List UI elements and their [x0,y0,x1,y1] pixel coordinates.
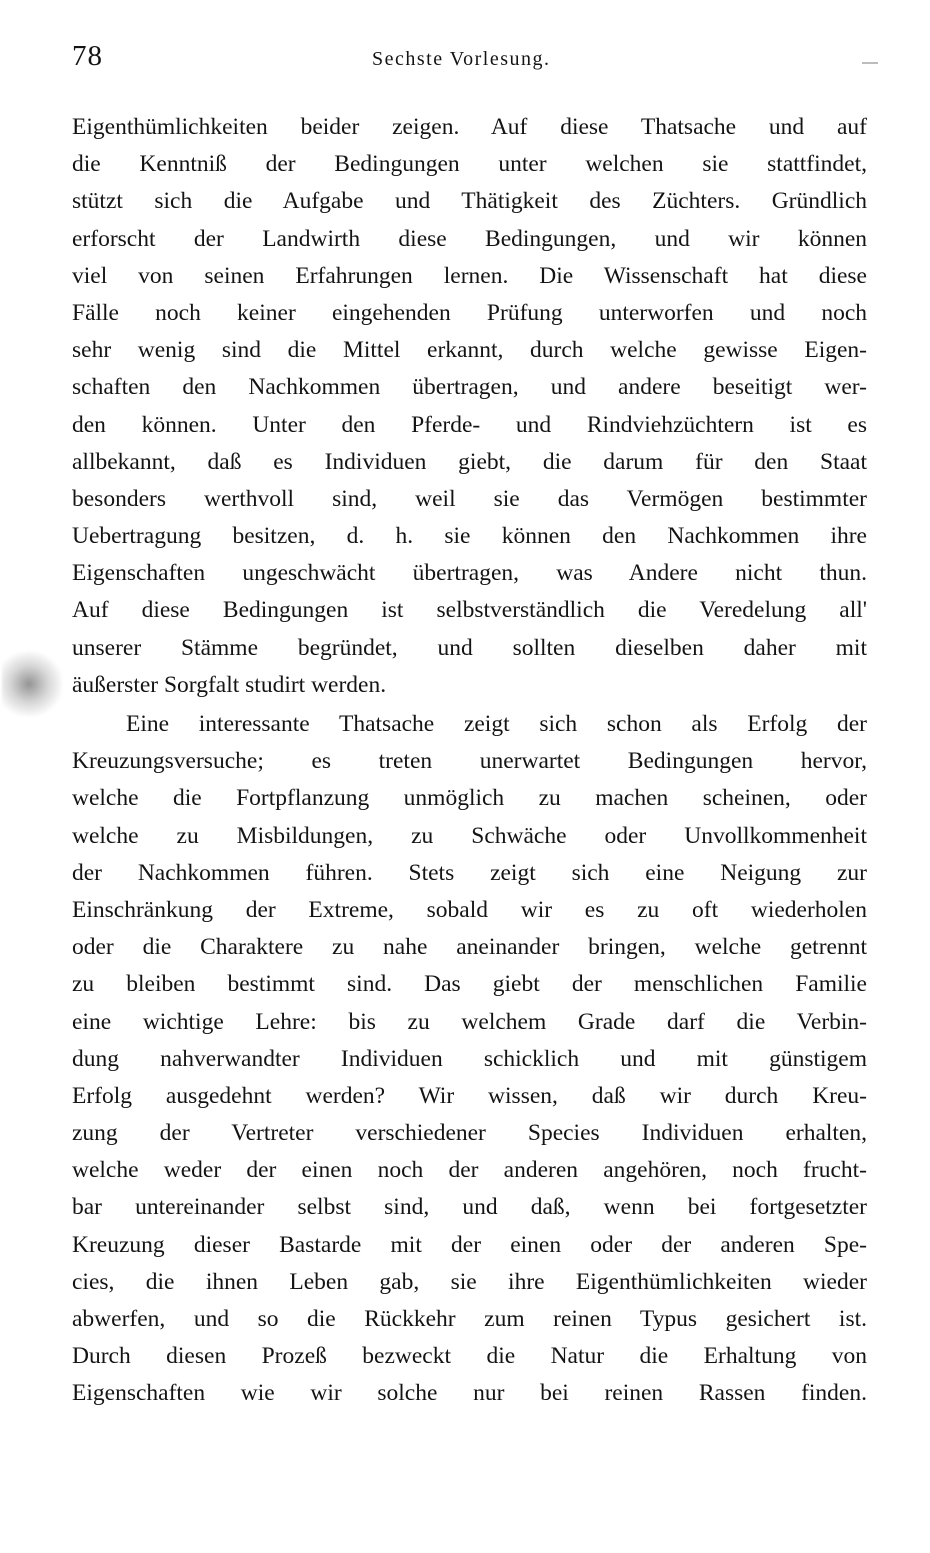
text-line: stützt sich die Aufgabe und Thätigkeit des Züchters. Gründlich [72,188,867,215]
text-line: Kreuzung dieser Bastarde mit der einen oder der anderen Spe- [72,1231,867,1258]
text-line: allbekannt, daß es Individuen giebt, die darum für den Staat [72,448,867,475]
text-line: Eigenschaften ungeschwächt übertragen, was Andere nicht thun. [72,560,867,587]
text-line: zu bleiben bestimmt sind. Das giebt der menschlichen Familie [72,971,867,998]
text-line: Auf diese Bedingungen ist selbstverständlich die Veredelung all' [72,597,867,624]
text-line: unserer Stämme begründet, und sollten dieselben daher mit [72,634,867,661]
body-text [72,109,867,1413]
text-line: den können. Unter den Pferde- und Rindviehzüchtern ist es [72,411,867,438]
paragraph-end-line: äußerster Sorgfalt studirt werden. [72,671,387,698]
text-line: abwerfen, und so die Rückkehr zum reinen Typus gesichert ist. [72,1306,867,1332]
text-line: Fälle noch keiner eingehenden Prüfung unterworfen und noch [72,299,867,326]
text-line: der Nachkommen führen. Stets zeigt sich eine Neigung zur [72,859,867,886]
text-line: Eigenschaften wie wir solche nur bei reinen Rassen finden. [72,1380,867,1407]
text-line: besonders werthvoll sind, weil sie das Vermögen bestimmter [72,485,867,512]
text-line: sehr wenig sind die Mittel erkannt, durch welche gewisse Eigen- [72,337,867,364]
text-line: dung nahverwandter Individuen schicklich und mit günstigem [72,1045,867,1072]
text-line: Kreuzungsversuche; es treten unerwartet Bedingungen hervor, [72,748,867,775]
text-line: die Kenntniß der Bedingungen unter welchen sie stattfindet, [72,151,867,178]
page-header [72,40,872,80]
text-line: Eigenthümlichkeiten beider zeigen. Auf diese Thatsache und auf [72,114,867,140]
text-line: zung der Vertreter verschiedener Species Individuen erhalten, [72,1120,867,1147]
text-line: erforscht der Landwirth diese Bedingungen, und wir können [72,225,867,252]
text-line: Uebertragung besitzen, d. h. sie können den Nachkommen ihre [72,523,867,550]
text-line: cies, die ihnen Leben gab, sie ihre Eigenthümlichkeiten wieder [72,1268,867,1295]
paragraph-start-line: Eine interessante Thatsache zeigt sich schon als Erfolg der [126,711,867,737]
text-line: welche die Fortpflanzung unmöglich zu machen scheinen, oder [72,785,867,812]
text-line: viel von seinen Erfahrungen lernen. Die Wissenschaft hat diese [72,262,867,289]
text-line: Erfolg ausgedehnt werden? Wir wissen, daß wir durch Kreu- [72,1082,867,1109]
scan-smudge [2,652,62,716]
text-line: welche zu Misbildungen, zu Schwäche oder Unvollkommenheit [72,822,867,849]
text-line: schaften den Nachkommen übertragen, und andere beseitigt wer- [72,374,867,401]
text-line: Einschränkung der Extreme, sobald wir es zu oft wiederholen [72,896,867,923]
text-line: welche weder der einen noch der anderen angehören, noch frucht- [72,1157,867,1184]
page-number: 78 [72,40,103,72]
running-head: Sechste Vorlesung. [372,48,551,70]
text-line: bar untereinander selbst sind, und daß, wenn bei fortgesetzter [72,1194,867,1221]
text-line: Durch diesen Prozeß bezweckt die Natur die Erhaltung von [72,1343,867,1370]
text-line: eine wichtige Lehre: bis zu welchem Grade darf die Verbin- [72,1008,867,1035]
text-line: oder die Charaktere zu nahe aneinander bringen, welche getrennt [72,934,867,961]
